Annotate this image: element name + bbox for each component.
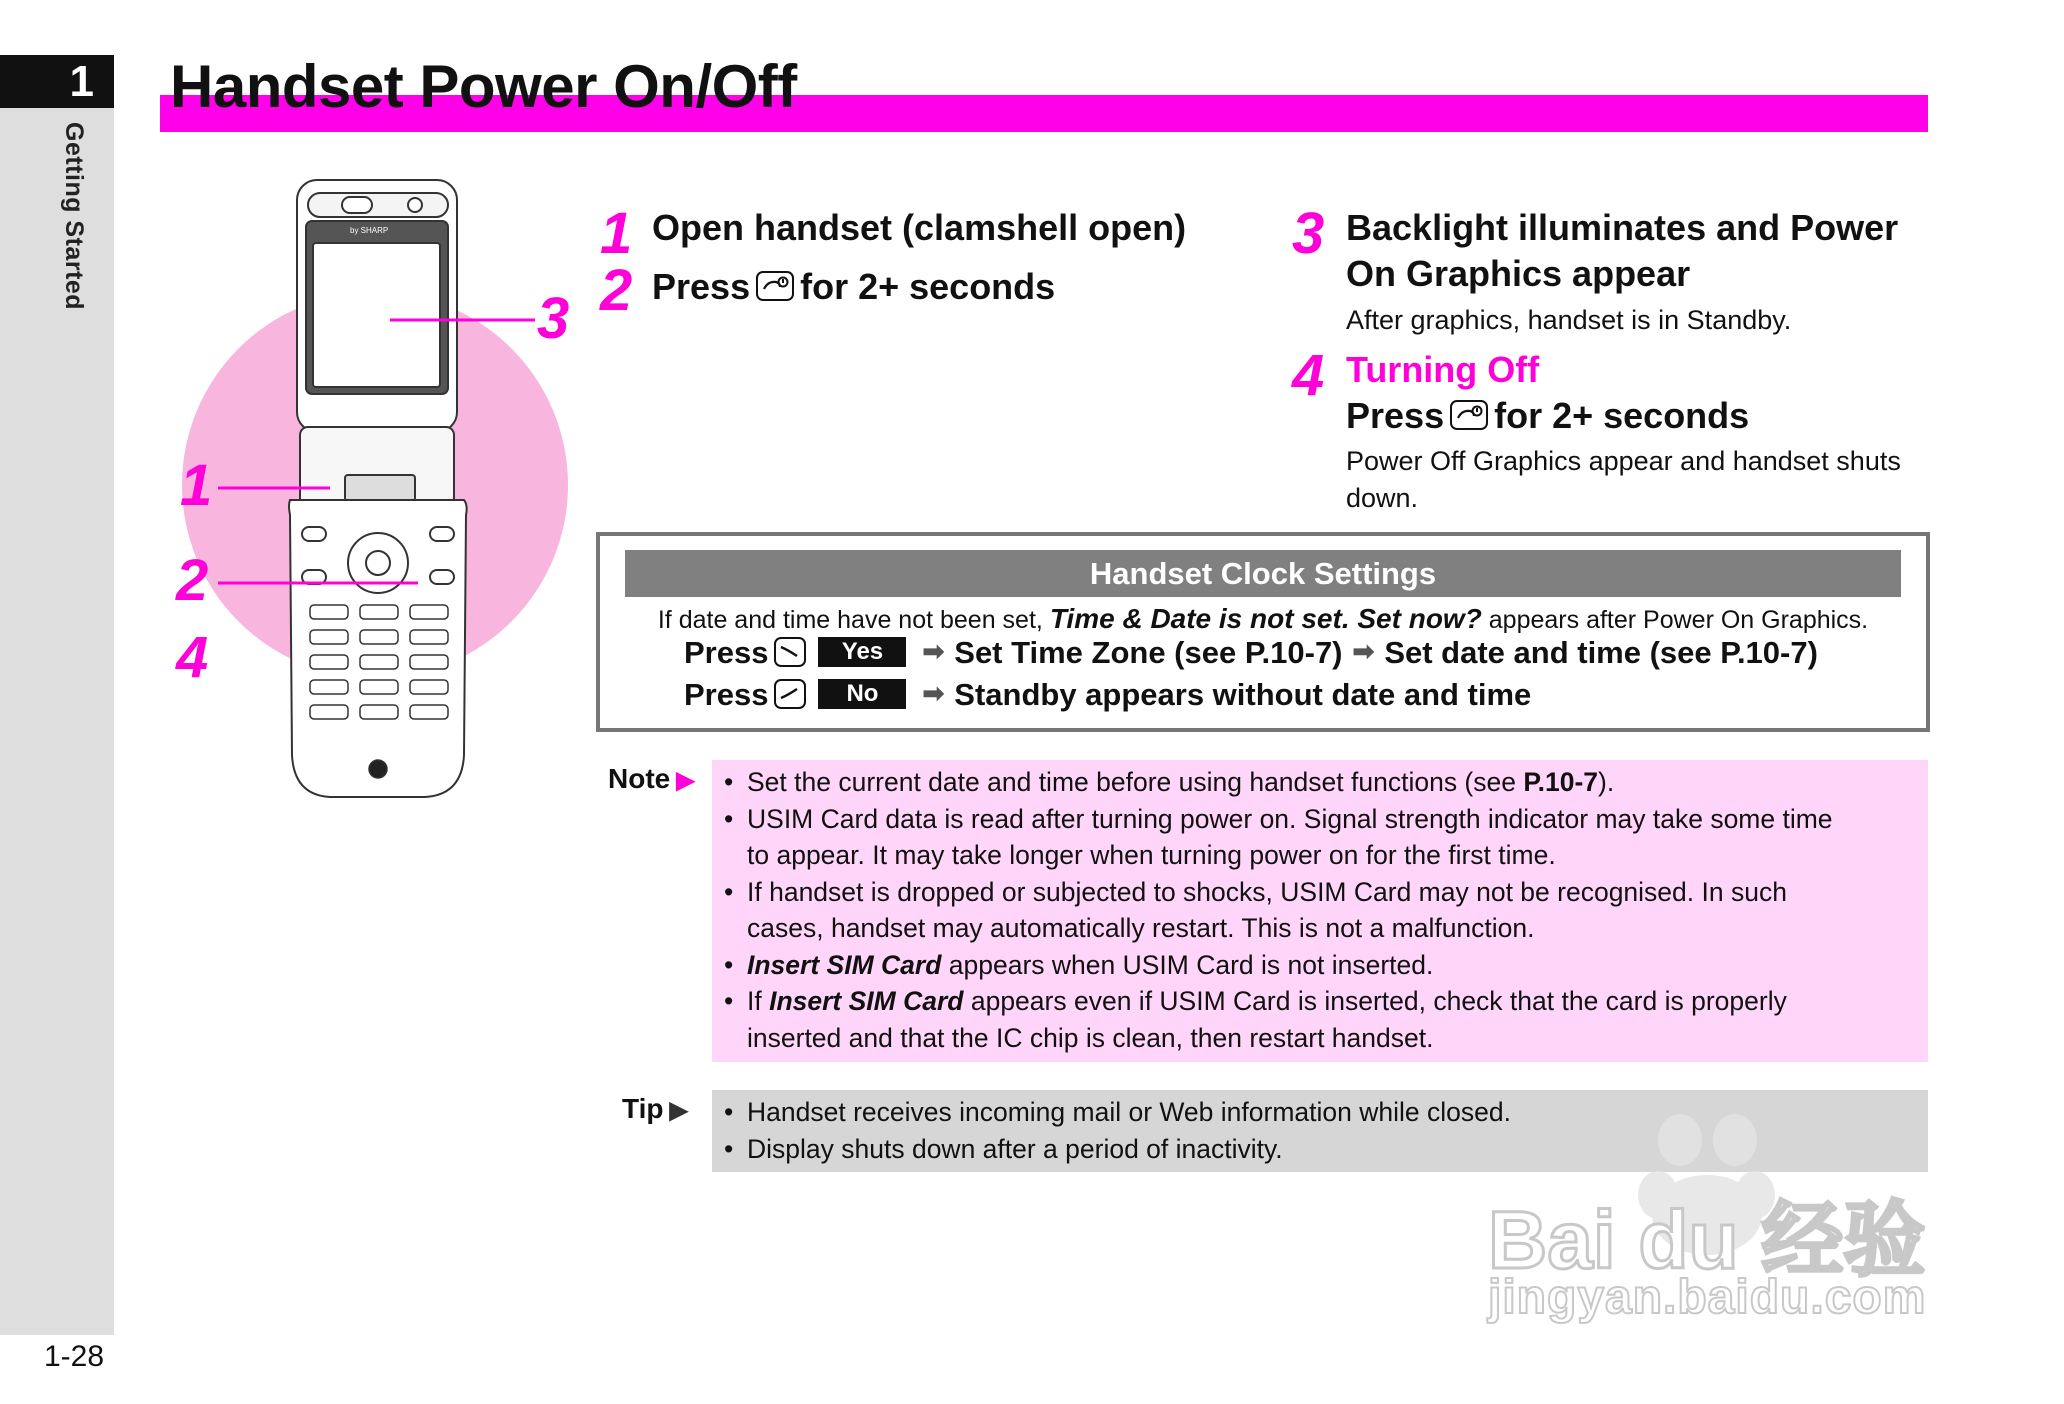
press-label: Press xyxy=(684,677,769,712)
step-4-subtext-line-2: down. xyxy=(1346,483,1419,513)
triangle-right-icon: ▶ xyxy=(669,1097,688,1124)
callout-number: 2 xyxy=(176,548,209,613)
callout-number: 4 xyxy=(176,625,209,690)
end-power-key-icon xyxy=(1450,400,1488,430)
chapter-number-tab[interactable] xyxy=(0,55,114,108)
page-title: Handset Power On/Off xyxy=(170,53,797,120)
list-item xyxy=(712,764,1928,801)
step-1-text: Open handset (clamshell open) xyxy=(652,207,1187,248)
note-text: If xyxy=(747,986,770,1016)
callout-number: 3 xyxy=(537,286,570,351)
instruction-segment: Set date and time (see P.10-7) xyxy=(1384,635,1818,670)
softkey-yes-label: Yes xyxy=(818,637,906,667)
note-label xyxy=(608,763,695,795)
triangle-right-icon: ▶ xyxy=(676,767,695,794)
page-number: 1-28 xyxy=(44,1340,105,1373)
note-text: appears even if USIM Card is inserted, check that the card is properly xyxy=(963,986,1787,1016)
press-label: Press xyxy=(684,635,769,670)
page-reference[interactable]: P.10-7 xyxy=(1523,767,1599,797)
phone-brand-label: by SHARP xyxy=(350,226,389,235)
step-3-subtext: After graphics, handset is in Standby. xyxy=(1346,305,1792,335)
note-text: to appear. It may take longer when turning power on for the first time. xyxy=(747,840,1556,870)
chapter-sidebar xyxy=(0,55,114,1335)
note-text: appears when USIM Card is not inserted. xyxy=(941,949,1434,980)
right-softkey-icon xyxy=(774,637,806,667)
clock-settings-description xyxy=(625,603,1901,635)
step-number: 4 xyxy=(1292,343,1325,408)
note-emphasis: Insert SIM Card xyxy=(747,949,942,980)
note-text: USIM Card data is read after turning power on. Signal strength indicator may take some time xyxy=(747,803,1833,834)
desc-text: appears after Power On Graphics. xyxy=(1488,606,1869,634)
step-number: 3 xyxy=(1292,201,1325,266)
step-number: 1 xyxy=(600,201,633,266)
clock-yes-line xyxy=(684,635,1818,671)
desc-text: If date and time have not been set, xyxy=(657,606,1043,634)
turning-off-heading: Turning Off xyxy=(1346,349,1540,390)
instruction-segment: Set Time Zone (see P.10-7) xyxy=(954,635,1343,670)
arrow-right-icon: ➡ xyxy=(922,636,945,667)
handset-illustration xyxy=(170,175,590,815)
press-label: Press xyxy=(1346,395,1445,436)
arrow-right-icon: ➡ xyxy=(1352,636,1375,667)
note-text: cases, handset may automatically restart. This is not a malfunction. xyxy=(747,913,1535,943)
softkey-no-label: No xyxy=(818,679,906,709)
desc-emphasis: Time & Date is not set. Set now? xyxy=(1049,603,1482,634)
press-label: Press xyxy=(652,266,751,307)
step-2-text xyxy=(652,264,1055,309)
note-text: ). xyxy=(1598,767,1615,797)
tip-label-text: Tip xyxy=(622,1093,664,1124)
step-4-text xyxy=(1346,393,1749,438)
note-label-text: Note xyxy=(608,763,671,794)
list-item xyxy=(712,801,1928,874)
callout-number: 1 xyxy=(180,453,213,518)
note-text: Set the current date and time before using handset functions (see xyxy=(747,767,1524,797)
watermark-url: jingyan.baidu.com xyxy=(1488,1271,1927,1324)
chapter-number: 1 xyxy=(69,56,94,106)
list-item: • Handset receives incoming mail or Web information while closed. xyxy=(712,1094,1928,1131)
chapter-label: Getting Started xyxy=(60,122,88,311)
watermark-brand: Bai du 经验 xyxy=(1488,1195,1926,1286)
note-list xyxy=(712,760,1928,1056)
note-emphasis: Insert SIM Card xyxy=(769,986,964,1016)
tip-label xyxy=(622,1093,688,1125)
list-item: • Display shuts down after a period of inactivity. xyxy=(712,1131,1928,1168)
instruction-segment: Standby appears without date and time xyxy=(954,677,1532,712)
duration-label: for 2+ seconds xyxy=(1494,395,1750,436)
clock-settings-header: Handset Clock Settings xyxy=(625,550,1901,597)
end-power-key-icon xyxy=(756,271,794,301)
note-text: If handset is dropped or subjected to shocks, USIM Card may not be recognised. In such xyxy=(747,876,1787,907)
list-item xyxy=(712,983,1928,1056)
clock-no-line xyxy=(684,677,1531,713)
left-softkey-icon xyxy=(774,679,806,709)
step-3-line-2: On Graphics appear xyxy=(1346,253,1691,294)
step-3-line-1: Backlight illuminates and Power xyxy=(1346,207,1899,248)
arrow-right-icon: ➡ xyxy=(922,678,945,709)
step-4-subtext-line-1: Power Off Graphics appear and handset shuts xyxy=(1346,446,1901,476)
duration-label: for 2+ seconds xyxy=(800,266,1056,307)
step-number: 2 xyxy=(600,258,633,323)
note-text: inserted and that the IC chip is clean, then restart handset. xyxy=(747,1022,1434,1053)
list-item xyxy=(712,874,1928,947)
list-item xyxy=(712,947,1928,984)
note-panel xyxy=(712,760,1928,1062)
